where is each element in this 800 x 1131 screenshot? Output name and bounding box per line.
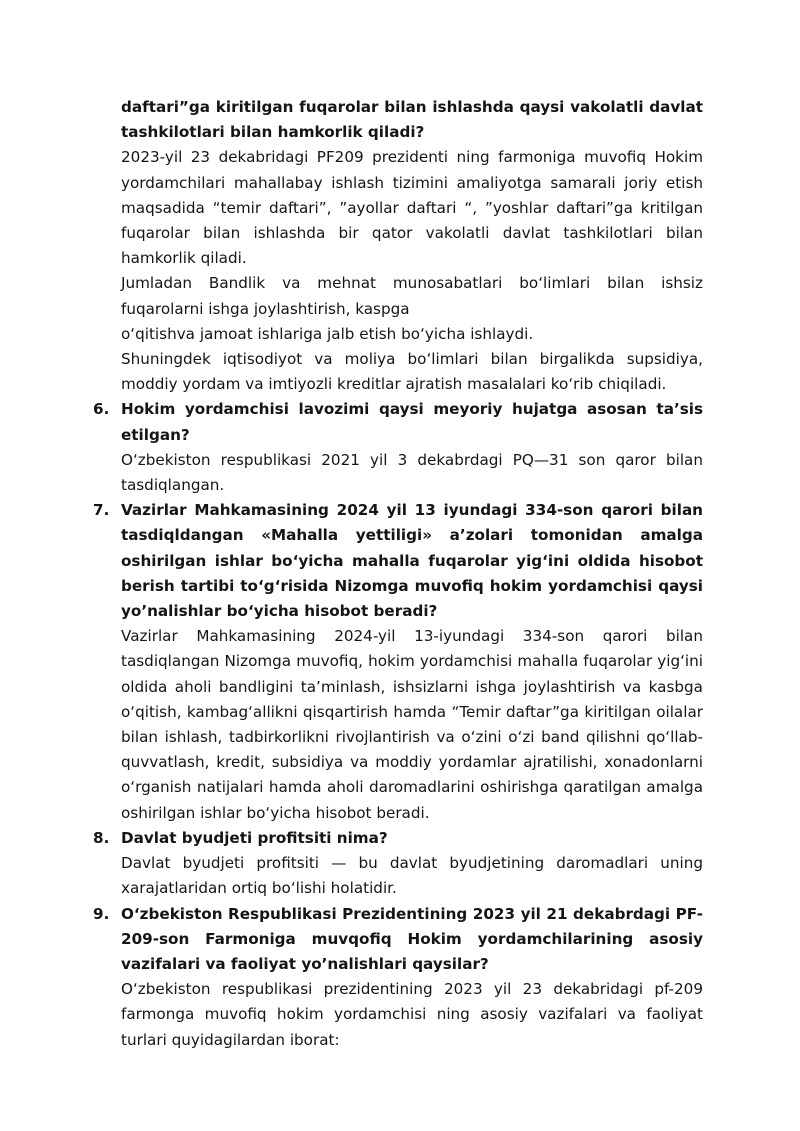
question-text: Davlat byudjeti profitsiti nima? xyxy=(121,828,388,847)
intro-answer-paragraph-3: o‘qitishva jamoat ishlariga jalb etish bo‘yicha ishlaydi. xyxy=(121,324,534,343)
question-number: 6. xyxy=(93,400,110,419)
question-item-7 xyxy=(93,498,703,826)
question-number: 8. xyxy=(93,828,110,847)
question-text: O‘zbekiston Respublikasi Prezidentining 2023 yil 21 dekabrdagi PF-209-son Farmoniga muvqofiq Hokim yordamchilarining asosiy vazifalari va faoliyat yo’nalishlari qaysilar? xyxy=(121,904,703,973)
answer-text: O‘zbekiston respublikasi prezidentining 2023 yil 23 dekabridagi pf-209 farmonga muvofiq hokim yordamchisi ning asosiy vazifalari va faoliyat turlari quyidagilardan iborat: xyxy=(121,980,703,1049)
question-number: 9. xyxy=(93,904,110,923)
question-item-6 xyxy=(93,397,703,498)
question-item-8 xyxy=(93,826,703,902)
question-text: Vazirlar Mahkamasining 2024 yil 13 iyundagi 334-son qarori bilan tasdiqldangan «Mahalla yettiligi» a’zolari tomonidan amalga oshirilgan ishlar bo‘yicha mahalla fuqarolar yig‘ini oldida hisobot berish tartibi to‘g‘risida Nizomga muvofiq hokim yordamchisi qaysi yo’nalishlar bo‘yicha hisobot beradi? xyxy=(121,501,703,621)
intro-question: daftari”ga kiritilgan fuqarolar bilan ishlashda qaysi vakolatli davlat tashkilotlari bilan hamkorlik qiladi? xyxy=(121,98,703,142)
answer-text: Vazirlar Mahkamasining 2024-yil 13-iyundagi 334-son qarori bilan tasdiqlangan Nizomga muvofiq, hokim yordamchisi mahalla fuqarolar yig‘ini oldida aholi bandligini ta’minlash, ishsizlarni ishga joylashtirish va kasbga o‘qitish, kambag‘allikni qisqartirish hamda “Temir daftar”ga kiritilgan oilalar bilan ishlash, tadbirkorlikni rivojlantirish va o‘zini o‘zi band qilishni qo‘llab-quvvatlash, kredit, subsidiya va moddiy yordamlar ajratilishi, xonadonlarni o‘rganish natijalari hamda aholi daromadlarini oshirishga qaratilgan amalga oshirilgan ishlar bo‘yicha hisobot beradi. xyxy=(121,627,703,822)
question-number: 7. xyxy=(93,501,110,520)
document-body xyxy=(93,95,703,1053)
question-text: Hokim yordamchisi lavozimi qaysi meyoriy hujatga asosan ta’sis etilgan? xyxy=(121,400,703,444)
answer-text: O‘zbekiston respublikasi 2021 yil 3 dekabrdagi PQ—31 son qaror bilan tasdiqlangan. xyxy=(121,450,703,495)
intro-answer-paragraph-4: Shuningdek iqtisodiyot va moliya bo‘limlari bilan birgalikda supsidiya, moddiy yordam va imtiyozli kreditlar ajratish masalalari ko‘rib chiqiladi. xyxy=(121,350,703,394)
answer-text: Davlat byudjeti profitsiti — bu davlat byudjetining daromadlari uning xarajatlaridan ortiq bo‘lishi holatidir. xyxy=(121,854,703,898)
intro-answer-paragraph-2: Jumladan Bandlik va mehnat munosabatlari bo‘limlari bilan ishsiz fuqarolarni ishga joylashtirish, kaspga xyxy=(121,274,703,318)
intro-answer-paragraph-1: 2023-yil 23 dekabridagi PF209 prezidenti ning farmoniga muvofiq Hokim yordamchilari mahallabay ishlash tizimini amaliyotga samarali joriy etish maqsadida “temir daftari”, ”ayollar daftari “, ”yoshlar daftari”ga kritilgan fuqarolar bilan ishlashda bir qator vakolatli davlat tashkilotlari bilan hamkorlik qiladi. xyxy=(121,148,703,268)
question-item-9 xyxy=(93,902,703,1053)
